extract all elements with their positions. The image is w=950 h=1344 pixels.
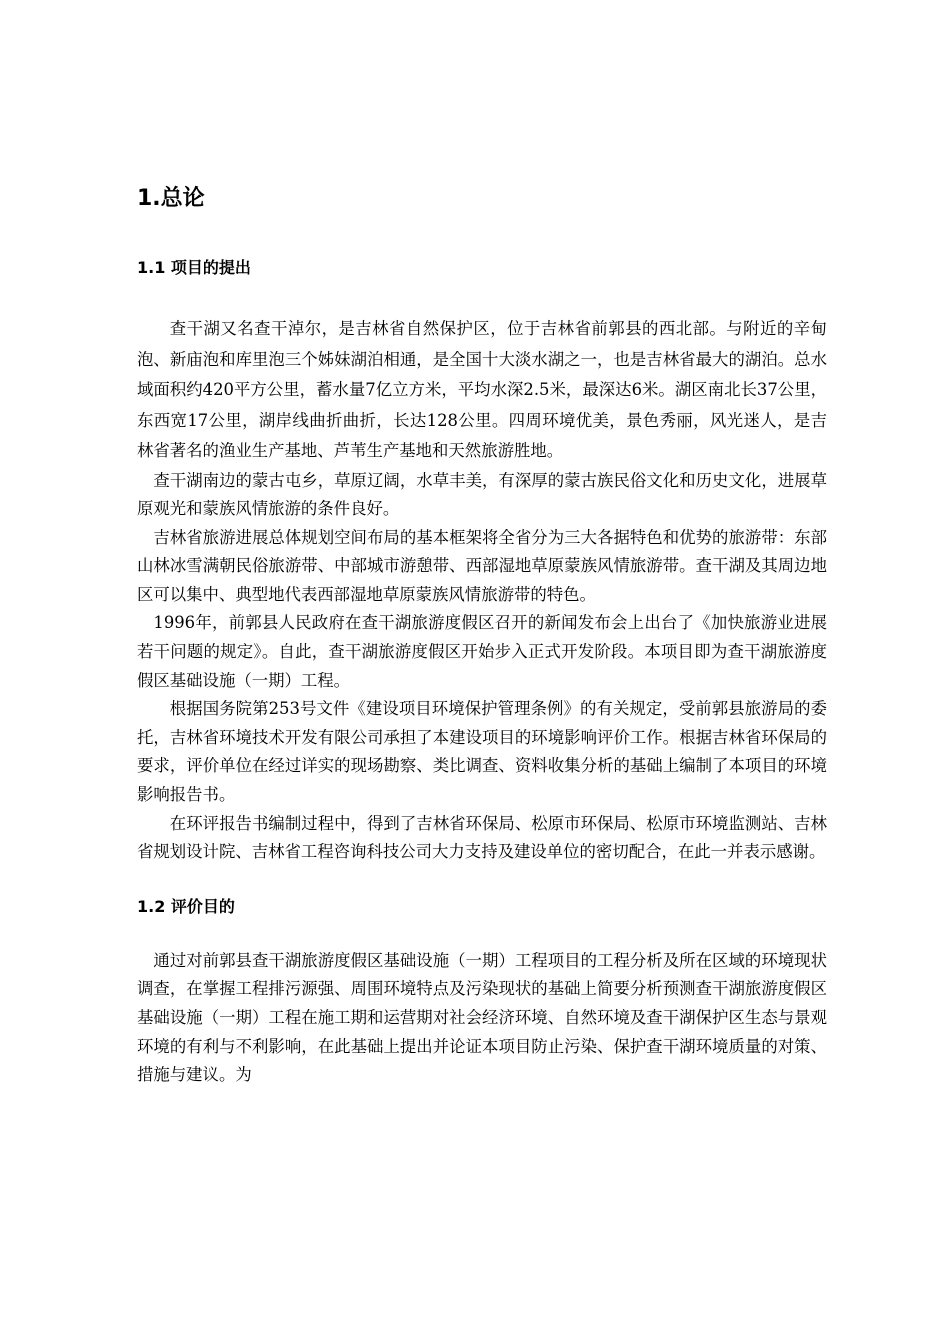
paragraph-lake-overview: 查干湖又名查干淖尔，是吉林省自然保护区，位于吉林省前郭县的西北部。与附近的辛甸泡、新庙泡和库里泡三个姊妹湖泊相通，是全国十大淡水湖之一，也是吉林省最大的湖泊。总水域面积约420平方公里，蓄水量7亿立方米，平均水深2.5米，最深达6米。湖区南北长37公里，东西宽17公里，湖岸线曲折曲折，长达128公里。四周环境优美，景色秀丽，风光迷人，是吉林省著名的渔业生产基地、芦苇生产基地和天然旅游胜地。	[137, 319, 827, 460]
section-heading-assessment-purpose: 1.2 评价目的	[137, 896, 235, 916]
paragraph-acknowledgements: 在环评报告书编制过程中，得到了吉林省环保局、松原市环保局、松原市环境监测站、吉林省规划设计院、吉林省工程咨询科技公司大力支持及建设单位的密切配合，在此一并表示感谢。	[137, 813, 827, 862]
document-body	[137, 184, 827, 1090]
paragraph-project-history: 1996年，前郭县人民政府在查干湖旅游度假区召开的新闻发布会上出台了《加快旅游业进展若干问题的规定》。自此，查干湖旅游度假区开始步入正式开发阶段。本项目即为查干湖旅游度假区基础设施（一期）工程。	[137, 613, 827, 690]
paragraph-assessment-purpose: 通过对前郭县查干湖旅游度假区基础设施（一期）工程项目的工程分析及所在区域的环境现状调查，在掌握工程排污源强、周围环境特点及污染现状的基础上简要分析预测查干湖旅游度假区基础设施（一期）工程在施工期和运营期对社会经济环境、自然环境及查干湖保护区生态与景观环境的有利与不利影响，在此基础上提出并论证本项目防止污染、保护查干湖环境质量的对策、措施与建议。为	[137, 950, 827, 1085]
paragraph-tourism-planning: 吉林省旅游进展总体规划空间布局的基本框架将全省分为三大各据特色和优势的旅游带：东部山林冰雪满朝民俗旅游带、中部城市游憩带、西部湿地草原蒙族风情旅游带。查干湖及其周边地区可以集中、典型地代表西部湿地草原蒙族风情旅游带的特色。	[137, 527, 827, 604]
section-heading-project-proposal: 1.1 项目的提出	[137, 258, 251, 277]
paragraph-assessment-basis: 根据国务院第253号文件《建设项目环境保护管理条例》的有关规定，受前郭县旅游局的委托，吉林省环境技术开发有限公司承担了本建设项目的环境影响评价工作。根据吉林省环保局的要求，评价单位在经过详实的现场勘察、类比调查、资料收集分析的基础上编制了本项目的环境影响报告书。	[137, 699, 827, 805]
chapter-title: 1.总论	[137, 186, 205, 211]
paragraph-mongolian-township: 查干湖南边的蒙古屯乡，草原辽阔，水草丰美，有深厚的蒙古族民俗文化和历史文化，进展草原观光和蒙族风情旅游的条件良好。	[137, 470, 827, 519]
